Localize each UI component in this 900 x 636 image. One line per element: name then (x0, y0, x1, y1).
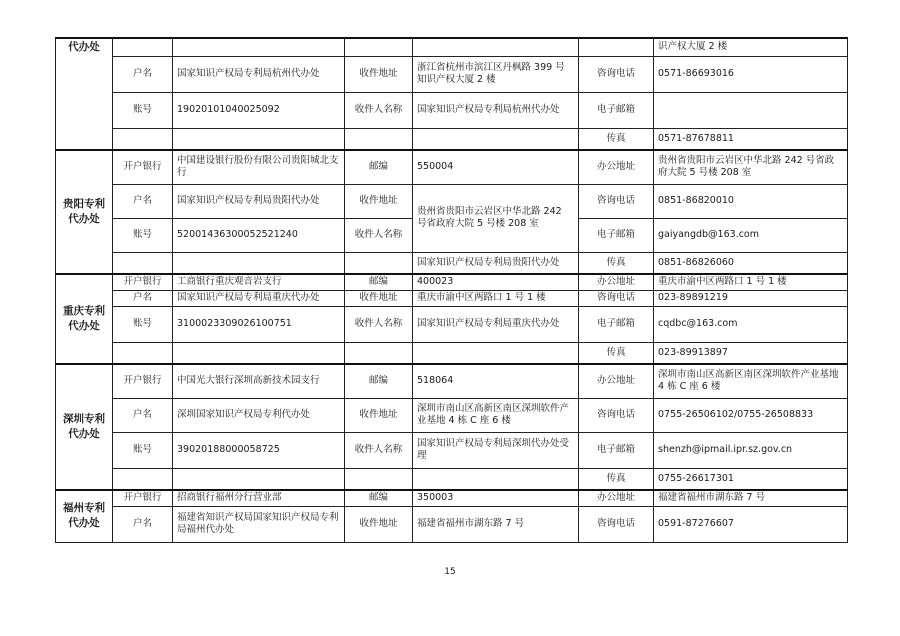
bank-value: 招商银行福州分行营业部 (173, 490, 345, 506)
recipient-label: 收件人名称 (345, 92, 413, 128)
phone-value: 0591-87276607 (654, 506, 848, 542)
office-address-label: 办公地址 (579, 150, 654, 184)
postcode-value: 518064 (413, 364, 579, 398)
table-row (56, 150, 848, 184)
phone-value: 0851-86820010 (654, 184, 848, 218)
account-number-label: 账号 (113, 432, 173, 468)
account-number-label: 账号 (113, 306, 173, 342)
mailing-address-label: 收件地址 (345, 506, 413, 542)
table-row (56, 342, 848, 364)
email-value: cqdbc@163.com (654, 306, 848, 342)
phone-label: 咨询电话 (579, 506, 654, 542)
fax-value: 0755-26617301 (654, 468, 848, 490)
recipient-label: 收件人名称 (345, 218, 413, 252)
account-name-value: 福建省知识产权局国家知识产权局专利局福州代办处 (173, 506, 345, 542)
postcode-label: 邮编 (345, 150, 413, 184)
postcode-label: 邮编 (345, 490, 413, 506)
office-address-value: 重庆市渝中区两路口 1 号 1 楼 (654, 274, 848, 290)
phone-value: 0755-26506102/0755-26508833 (654, 398, 848, 432)
bank-value: 中国建设银行股份有限公司贵阳城北支行 (173, 150, 345, 184)
mailing-address-label: 收件地址 (345, 398, 413, 432)
account-number-value: 19020101040025092 (173, 92, 345, 128)
fax-value: 0571-87678811 (654, 128, 848, 150)
recipient-label: 收件人名称 (345, 306, 413, 342)
table-row (56, 364, 848, 398)
fax-value: 023-89913897 (654, 342, 848, 364)
office-address-label: 办公地址 (579, 364, 654, 398)
postcode-value: 350003 (413, 490, 579, 506)
mailing-address-value: 深圳市南山区高新区南区深圳软件产业基地 4 栋 C 座 6 楼 (413, 398, 579, 432)
bank-label: 开户银行 (113, 150, 173, 184)
mailing-address-value: 贵州省贵阳市云岩区中华北路 242 号省政府大院 5 号楼 208 室 (413, 184, 579, 252)
phone-value: 023-89891219 (654, 290, 848, 306)
account-name-value: 国家知识产权局专利局重庆代办处 (173, 290, 345, 306)
table-row (56, 490, 848, 506)
postcode-label: 邮编 (345, 364, 413, 398)
bank-label: 开户银行 (113, 490, 173, 506)
fax-label: 传真 (579, 252, 654, 274)
email-value: gaiyangdb@163.com (654, 218, 848, 252)
account-name-label: 户名 (113, 506, 173, 542)
account-name-label: 户名 (113, 184, 173, 218)
fax-label: 传真 (579, 342, 654, 364)
email-label: 电子邮箱 (579, 306, 654, 342)
account-number-value: 3100023309026100751 (173, 306, 345, 342)
email-label: 电子邮箱 (579, 92, 654, 128)
office-name: 深圳专利代办处 (56, 364, 113, 490)
email-value (654, 92, 848, 128)
email-label: 电子邮箱 (579, 218, 654, 252)
postcode-value: 550004 (413, 150, 579, 184)
mailing-address-value: 浙江省杭州市滨江区丹枫路 399 号知识产权大厦 2 楼 (413, 56, 579, 92)
postcode-label: 邮编 (345, 274, 413, 290)
office-address-value: 贵州省贵阳市云岩区中华北路 242 号省政府大院 5 号楼 208 室 (654, 150, 848, 184)
account-name-value: 国家知识产权局专利局杭州代办处 (173, 56, 345, 92)
office-name: 福州专利代办处 (56, 490, 113, 542)
office-address-label: 办公地址 (579, 274, 654, 290)
mailing-address-value: 福建省福州市湖东路 7 号 (413, 506, 579, 542)
office-address-value: 深圳市南山区高新区南区深圳软件产业基地 4 栋 C 座 6 楼 (654, 364, 848, 398)
table-row (56, 252, 848, 274)
table-row (56, 274, 848, 290)
office-address-value: 识产权大厦 2 楼 (654, 38, 848, 56)
account-name-label: 户名 (113, 290, 173, 306)
recipient-value: 国家知识产权局专利局深圳代办处受理 (413, 432, 579, 468)
page-number: 15 (444, 567, 456, 577)
office-name: 贵阳专利代办处 (56, 150, 113, 274)
table-row (56, 38, 848, 56)
recipient-label: 收件人名称 (345, 432, 413, 468)
table-row (56, 128, 848, 150)
recipient-value: 国家知识产权局专利局杭州代办处 (413, 92, 579, 128)
bank-value: 中国光大银行深圳高新技术园支行 (173, 364, 345, 398)
phone-label: 咨询电话 (579, 290, 654, 306)
mailing-address-label: 收件地址 (345, 184, 413, 218)
account-name-value: 深圳国家知识产权局专利代办处 (173, 398, 345, 432)
mailing-address-label: 收件地址 (345, 290, 413, 306)
table-row (56, 290, 848, 306)
fax-label: 传真 (579, 468, 654, 490)
table-row (56, 506, 848, 542)
email-value: shenzh@ipmail.ipr.sz.gov.cn (654, 432, 848, 468)
email-label: 电子邮箱 (579, 432, 654, 468)
account-number-label: 账号 (113, 92, 173, 128)
postcode-value: 400023 (413, 274, 579, 290)
office-name: 重庆专利代办处 (56, 274, 113, 364)
account-name-label: 户名 (113, 56, 173, 92)
office-name: 代办处 (56, 38, 113, 150)
table-row (56, 184, 848, 218)
recipient-value: 国家知识产权局专利局重庆代办处 (413, 306, 579, 342)
recipient-value: 国家知识产权局专利局贵阳代办处 (413, 252, 579, 274)
account-name-value: 国家知识产权局专利局贵阳代办处 (173, 184, 345, 218)
mailing-address-label: 收件地址 (345, 56, 413, 92)
table-row (56, 306, 848, 342)
bank-label: 开户银行 (113, 274, 173, 290)
office-address-value: 福建省福州市湖东路 7 号 (654, 490, 848, 506)
table-row (56, 398, 848, 432)
fax-label: 传真 (579, 128, 654, 150)
phone-label: 咨询电话 (579, 184, 654, 218)
fax-value: 0851-86826060 (654, 252, 848, 274)
account-number-value: 52001436300052521240 (173, 218, 345, 252)
phone-value: 0571-86693016 (654, 56, 848, 92)
table-row (56, 56, 848, 92)
account-number-label: 账号 (113, 218, 173, 252)
office-address-label: 办公地址 (579, 490, 654, 506)
account-name-label: 户名 (113, 398, 173, 432)
agency-contact-table (55, 37, 848, 543)
account-number-value: 39020188000058725 (173, 432, 345, 468)
mailing-address-value: 重庆市渝中区两路口 1 号 1 楼 (413, 290, 579, 306)
table-row (56, 468, 848, 490)
bank-label: 开户银行 (113, 364, 173, 398)
bank-value: 工商银行重庆观音岩支行 (173, 274, 345, 290)
phone-label: 咨询电话 (579, 56, 654, 92)
phone-label: 咨询电话 (579, 398, 654, 432)
table-row (56, 432, 848, 468)
table-row (56, 92, 848, 128)
